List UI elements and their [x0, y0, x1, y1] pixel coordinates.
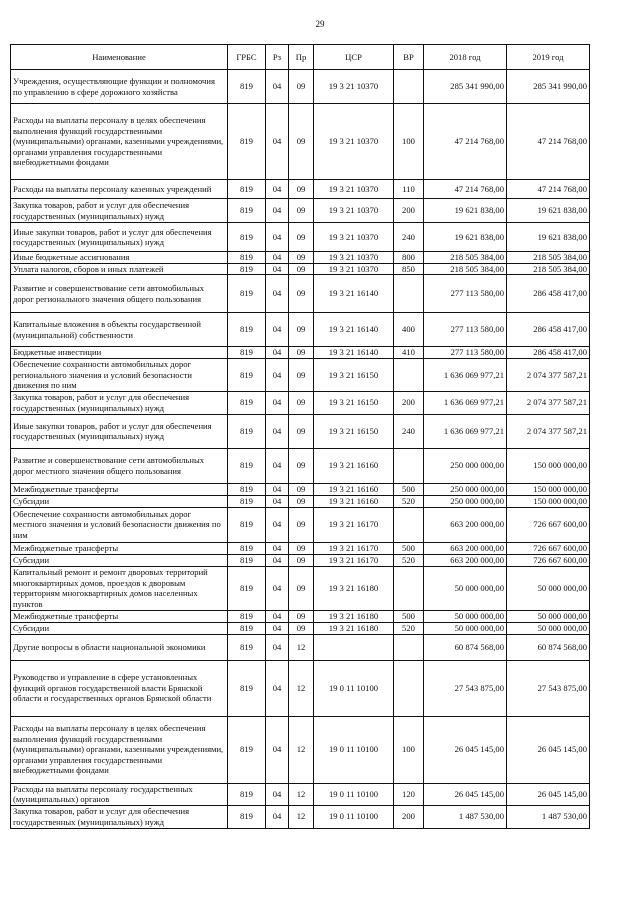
cell-csr: 19 3 21 16180	[314, 610, 394, 622]
cell-2019: 50 000 000,00	[507, 622, 590, 634]
cell-name: Иные закупки товаров, работ и услуг для обеспечения государственных (муниципальных) нужд	[11, 223, 228, 252]
cell-grbs: 819	[228, 252, 266, 264]
cell-pr: 09	[289, 275, 314, 313]
cell-grbs: 819	[228, 391, 266, 414]
cell-name: Учреждения, осуществляющие функции и полномочия по управлению в сфере дорожного хозяйства	[11, 70, 228, 104]
cell-name: Расходы на выплаты персоналу казенных учреждений	[11, 180, 228, 199]
table-row	[11, 783, 590, 805]
cell-pr: 09	[289, 483, 314, 495]
cell-pr: 09	[289, 263, 314, 275]
cell-grbs: 819	[228, 566, 266, 610]
cell-vr	[394, 448, 424, 483]
cell-vr: 100	[394, 716, 424, 783]
cell-rz: 04	[266, 414, 289, 448]
cell-pr: 09	[289, 199, 314, 223]
cell-csr: 19 3 21 16170	[314, 507, 394, 542]
cell-vr: 800	[394, 252, 424, 264]
cell-name: Руководство и управление в сфере установленных функций органов государственной власти Брянской области и государственных органов Брянской области	[11, 660, 228, 716]
cell-pr: 09	[289, 359, 314, 392]
cell-vr: 100	[394, 104, 424, 180]
cell-2019: 286 458 417,00	[507, 347, 590, 359]
cell-pr: 12	[289, 660, 314, 716]
cell-2019: 60 874 568,00	[507, 634, 590, 660]
table-row	[11, 610, 590, 622]
cell-grbs: 819	[228, 716, 266, 783]
cell-csr: 19 3 21 16170	[314, 554, 394, 566]
cell-rz: 04	[266, 716, 289, 783]
cell-csr: 19 0 11 10100	[314, 783, 394, 805]
cell-rz: 04	[266, 263, 289, 275]
cell-vr: 520	[394, 495, 424, 507]
cell-grbs: 819	[228, 622, 266, 634]
header-2019: 2019 год	[507, 45, 590, 70]
cell-grbs: 819	[228, 263, 266, 275]
cell-name: Межбюджетные трансферты	[11, 483, 228, 495]
cell-name: Закупка товаров, работ и услуг для обеспечения государственных (муниципальных) нужд	[11, 391, 228, 414]
cell-pr: 09	[289, 391, 314, 414]
cell-2018: 1 636 069 977,21	[424, 391, 507, 414]
cell-name: Расходы на выплаты персоналу государственных (муниципальных) органов	[11, 783, 228, 805]
table-row	[11, 483, 590, 495]
cell-pr: 09	[289, 223, 314, 252]
cell-2019: 726 667 600,00	[507, 554, 590, 566]
cell-name: Закупка товаров, работ и услуг для обеспечения государственных (муниципальных) нужд	[11, 805, 228, 828]
cell-2019: 26 045 145,00	[507, 783, 590, 805]
cell-csr: 19 0 11 10100	[314, 716, 394, 783]
cell-rz: 04	[266, 223, 289, 252]
cell-grbs: 819	[228, 359, 266, 392]
cell-grbs: 819	[228, 805, 266, 828]
cell-2018: 285 341 990,00	[424, 70, 507, 104]
cell-2018: 27 543 875,00	[424, 660, 507, 716]
cell-2019: 19 621 838,00	[507, 223, 590, 252]
cell-2019: 218 505 384,00	[507, 252, 590, 264]
cell-rz: 04	[266, 495, 289, 507]
cell-rz: 04	[266, 104, 289, 180]
cell-grbs: 819	[228, 70, 266, 104]
cell-grbs: 819	[228, 223, 266, 252]
cell-grbs: 819	[228, 554, 266, 566]
cell-rz: 04	[266, 566, 289, 610]
cell-rz: 04	[266, 805, 289, 828]
cell-name: Межбюджетные трансферты	[11, 542, 228, 554]
cell-csr: 19 3 21 16180	[314, 622, 394, 634]
cell-2018: 250 000 000,00	[424, 495, 507, 507]
cell-csr: 19 3 21 10370	[314, 223, 394, 252]
cell-csr: 19 3 21 10370	[314, 104, 394, 180]
table-row	[11, 634, 590, 660]
cell-vr: 240	[394, 414, 424, 448]
cell-rz: 04	[266, 610, 289, 622]
cell-2018: 663 200 000,00	[424, 554, 507, 566]
cell-2018: 19 621 838,00	[424, 223, 507, 252]
cell-vr: 520	[394, 622, 424, 634]
cell-grbs: 819	[228, 610, 266, 622]
cell-2019: 286 458 417,00	[507, 313, 590, 347]
cell-2019: 218 505 384,00	[507, 263, 590, 275]
cell-2019: 726 667 600,00	[507, 542, 590, 554]
cell-2019: 27 543 875,00	[507, 660, 590, 716]
cell-vr: 110	[394, 180, 424, 199]
cell-pr: 09	[289, 180, 314, 199]
cell-2018: 50 000 000,00	[424, 566, 507, 610]
cell-csr: 19 3 21 16160	[314, 483, 394, 495]
cell-pr: 12	[289, 783, 314, 805]
table-row	[11, 313, 590, 347]
cell-2018: 26 045 145,00	[424, 716, 507, 783]
cell-vr: 120	[394, 783, 424, 805]
cell-pr: 09	[289, 554, 314, 566]
cell-grbs: 819	[228, 414, 266, 448]
cell-pr: 09	[289, 414, 314, 448]
cell-csr: 19 3 21 16140	[314, 313, 394, 347]
cell-name: Бюджетные инвестиции	[11, 347, 228, 359]
cell-rz: 04	[266, 783, 289, 805]
cell-grbs: 819	[228, 275, 266, 313]
table-row	[11, 275, 590, 313]
cell-name: Субсидии	[11, 622, 228, 634]
cell-csr: 19 3 21 16160	[314, 448, 394, 483]
cell-rz: 04	[266, 70, 289, 104]
header-2018: 2018 год	[424, 45, 507, 70]
cell-grbs: 819	[228, 448, 266, 483]
cell-2019: 2 074 377 587,21	[507, 414, 590, 448]
cell-2019: 150 000 000,00	[507, 448, 590, 483]
table-row	[11, 391, 590, 414]
table-row	[11, 104, 590, 180]
cell-2018: 26 045 145,00	[424, 783, 507, 805]
cell-name: Субсидии	[11, 554, 228, 566]
cell-rz: 04	[266, 199, 289, 223]
cell-rz: 04	[266, 275, 289, 313]
cell-grbs: 819	[228, 199, 266, 223]
cell-2019: 50 000 000,00	[507, 566, 590, 610]
cell-vr	[394, 70, 424, 104]
cell-rz: 04	[266, 542, 289, 554]
table-row	[11, 414, 590, 448]
table-row	[11, 70, 590, 104]
cell-rz: 04	[266, 252, 289, 264]
cell-2018: 1 636 069 977,21	[424, 414, 507, 448]
cell-vr: 500	[394, 610, 424, 622]
cell-pr: 09	[289, 347, 314, 359]
cell-vr: 500	[394, 483, 424, 495]
cell-2018: 250 000 000,00	[424, 448, 507, 483]
cell-2018: 277 113 580,00	[424, 275, 507, 313]
cell-csr: 19 0 11 10100	[314, 660, 394, 716]
cell-csr: 19 3 21 16170	[314, 542, 394, 554]
table-row	[11, 223, 590, 252]
cell-grbs: 819	[228, 483, 266, 495]
cell-name: Обеспечение сохранности автомобильных дорог местного значения и условий безопасности движения по ним	[11, 507, 228, 542]
cell-vr: 200	[394, 199, 424, 223]
cell-vr: 200	[394, 805, 424, 828]
cell-name: Капитальные вложения в объекты государственной (муниципальной) собственности	[11, 313, 228, 347]
cell-2019: 726 667 600,00	[507, 507, 590, 542]
cell-csr: 19 3 21 16160	[314, 495, 394, 507]
cell-csr: 19 3 21 16150	[314, 414, 394, 448]
cell-rz: 04	[266, 347, 289, 359]
cell-vr	[394, 660, 424, 716]
cell-2019: 285 341 990,00	[507, 70, 590, 104]
table-row	[11, 554, 590, 566]
table-row	[11, 180, 590, 199]
cell-2018: 50 000 000,00	[424, 610, 507, 622]
cell-pr: 12	[289, 805, 314, 828]
cell-rz: 04	[266, 634, 289, 660]
cell-rz: 04	[266, 448, 289, 483]
cell-grbs: 819	[228, 104, 266, 180]
cell-2018: 19 621 838,00	[424, 199, 507, 223]
cell-grbs: 819	[228, 313, 266, 347]
cell-vr: 200	[394, 391, 424, 414]
cell-pr: 09	[289, 495, 314, 507]
cell-pr: 09	[289, 313, 314, 347]
cell-pr: 12	[289, 634, 314, 660]
cell-2019: 150 000 000,00	[507, 495, 590, 507]
header-rz: Рз	[266, 45, 289, 70]
cell-pr: 09	[289, 252, 314, 264]
table-row	[11, 359, 590, 392]
cell-csr: 19 3 21 10370	[314, 70, 394, 104]
cell-csr: 19 0 11 10100	[314, 805, 394, 828]
cell-name: Уплата налогов, сборов и иных платежей	[11, 263, 228, 275]
cell-csr: 19 3 21 16150	[314, 359, 394, 392]
header-vr: ВР	[394, 45, 424, 70]
cell-name: Обеспечение сохранности автомобильных дорог регионального значения и условий безопасности движения по ним	[11, 359, 228, 392]
cell-name: Иные бюджетные ассигнования	[11, 252, 228, 264]
cell-csr: 19 3 21 10370	[314, 252, 394, 264]
cell-grbs: 819	[228, 634, 266, 660]
cell-2018: 218 505 384,00	[424, 252, 507, 264]
cell-rz: 04	[266, 660, 289, 716]
table-row	[11, 542, 590, 554]
cell-pr: 09	[289, 104, 314, 180]
table-row	[11, 507, 590, 542]
cell-pr: 09	[289, 566, 314, 610]
cell-name: Межбюджетные трансферты	[11, 610, 228, 622]
cell-csr: 19 3 21 16140	[314, 275, 394, 313]
table-row	[11, 448, 590, 483]
cell-vr	[394, 634, 424, 660]
cell-2019: 2 074 377 587,21	[507, 359, 590, 392]
cell-rz: 04	[266, 507, 289, 542]
table-row	[11, 347, 590, 359]
budget-table	[10, 44, 590, 829]
cell-2019: 19 621 838,00	[507, 199, 590, 223]
cell-rz: 04	[266, 622, 289, 634]
table-row	[11, 495, 590, 507]
cell-rz: 04	[266, 180, 289, 199]
cell-2019: 150 000 000,00	[507, 483, 590, 495]
cell-2019: 47 214 768,00	[507, 180, 590, 199]
cell-rz: 04	[266, 554, 289, 566]
cell-vr	[394, 566, 424, 610]
cell-vr: 520	[394, 554, 424, 566]
cell-vr	[394, 359, 424, 392]
table-header-row	[11, 45, 590, 70]
cell-csr: 19 3 21 10370	[314, 263, 394, 275]
cell-vr: 400	[394, 313, 424, 347]
cell-2018: 50 000 000,00	[424, 622, 507, 634]
cell-2019: 1 487 530,00	[507, 805, 590, 828]
cell-2019: 286 458 417,00	[507, 275, 590, 313]
cell-2018: 1 636 069 977,21	[424, 359, 507, 392]
cell-2018: 277 113 580,00	[424, 347, 507, 359]
cell-name: Развитие и совершенствование сети автомобильных дорог местного значения общего пользования	[11, 448, 228, 483]
cell-vr	[394, 275, 424, 313]
cell-2018: 277 113 580,00	[424, 313, 507, 347]
cell-pr: 09	[289, 448, 314, 483]
cell-2018: 218 505 384,00	[424, 263, 507, 275]
table-row	[11, 252, 590, 264]
cell-2018: 47 214 768,00	[424, 104, 507, 180]
cell-vr: 240	[394, 223, 424, 252]
cell-name: Иные закупки товаров, работ и услуг для обеспечения государственных (муниципальных) нужд	[11, 414, 228, 448]
table-row	[11, 622, 590, 634]
header-csr: ЦСР	[314, 45, 394, 70]
cell-csr: 19 3 21 16180	[314, 566, 394, 610]
cell-csr: 19 3 21 16150	[314, 391, 394, 414]
table-row	[11, 805, 590, 828]
table-row	[11, 566, 590, 610]
cell-2018: 250 000 000,00	[424, 483, 507, 495]
cell-2018: 47 214 768,00	[424, 180, 507, 199]
cell-2019: 2 074 377 587,21	[507, 391, 590, 414]
cell-pr: 09	[289, 542, 314, 554]
cell-rz: 04	[266, 313, 289, 347]
table-row	[11, 660, 590, 716]
cell-pr: 09	[289, 507, 314, 542]
cell-grbs: 819	[228, 495, 266, 507]
cell-2019: 50 000 000,00	[507, 610, 590, 622]
cell-csr: 19 3 21 10370	[314, 199, 394, 223]
cell-csr: 19 3 21 16140	[314, 347, 394, 359]
cell-pr: 09	[289, 70, 314, 104]
cell-name: Расходы на выплаты персоналу в целях обеспечения выполнения функций государственными (муниципальными) органами, казенными учреждениями, органами управления государственными внебюджетными фондами	[11, 104, 228, 180]
table-row	[11, 716, 590, 783]
cell-vr: 850	[394, 263, 424, 275]
cell-name: Капитальный ремонт и ремонт дворовых территорий многоквартирных домов, проездов к дворовым территориям многоквартирных домов населенных пунктов	[11, 566, 228, 610]
table-row	[11, 263, 590, 275]
cell-pr: 09	[289, 610, 314, 622]
cell-vr	[394, 507, 424, 542]
cell-csr	[314, 634, 394, 660]
cell-pr: 12	[289, 716, 314, 783]
cell-grbs: 819	[228, 507, 266, 542]
cell-grbs: 819	[228, 542, 266, 554]
header-name: Наименование	[11, 45, 228, 70]
header-grbs: ГРБС	[228, 45, 266, 70]
cell-vr: 500	[394, 542, 424, 554]
cell-csr: 19 3 21 10370	[314, 180, 394, 199]
cell-2018: 663 200 000,00	[424, 507, 507, 542]
cell-pr: 09	[289, 622, 314, 634]
cell-grbs: 819	[228, 347, 266, 359]
cell-vr: 410	[394, 347, 424, 359]
cell-grbs: 819	[228, 783, 266, 805]
cell-rz: 04	[266, 391, 289, 414]
table-row	[11, 199, 590, 223]
page-number: 29	[315, 19, 325, 29]
cell-rz: 04	[266, 359, 289, 392]
cell-name: Другие вопросы в области национальной экономики	[11, 634, 228, 660]
cell-name: Расходы на выплаты персоналу в целях обеспечения выполнения функций государственными (муниципальными) органами, казенными учреждениями, органами управления государственными внебюджетными фондами	[11, 716, 228, 783]
cell-name: Развитие и совершенствование сети автомобильных дорог регионального значения общего пользования	[11, 275, 228, 313]
cell-name: Субсидии	[11, 495, 228, 507]
cell-2018: 663 200 000,00	[424, 542, 507, 554]
cell-2018: 1 487 530,00	[424, 805, 507, 828]
header-pr: Пр	[289, 45, 314, 70]
cell-name: Закупка товаров, работ и услуг для обеспечения государственных (муниципальных) нужд	[11, 199, 228, 223]
cell-rz: 04	[266, 483, 289, 495]
cell-grbs: 819	[228, 180, 266, 199]
cell-2018: 60 874 568,00	[424, 634, 507, 660]
cell-grbs: 819	[228, 660, 266, 716]
cell-2019: 47 214 768,00	[507, 104, 590, 180]
cell-2019: 26 045 145,00	[507, 716, 590, 783]
